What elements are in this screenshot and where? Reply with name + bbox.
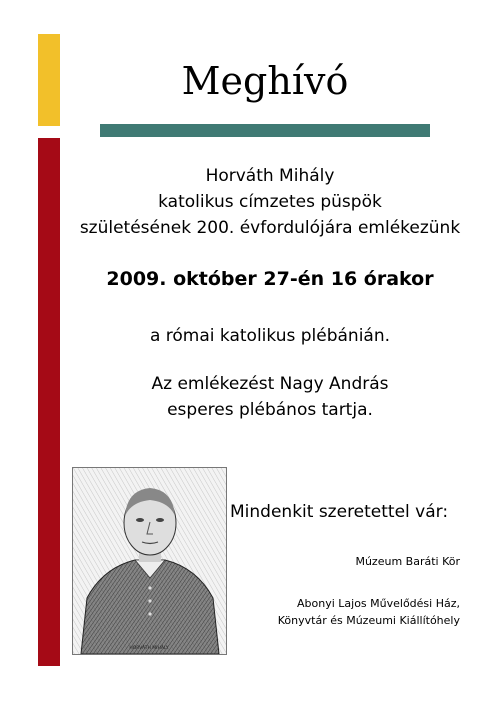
organizer-cultural-house: Abonyi Lajos Művelődési Ház, [297, 597, 460, 610]
invitation-title: Meghívó [181, 59, 349, 103]
red-accent-bar [38, 138, 60, 666]
organizer-library-museum: Könyvtár és Múzeumi Kiállítóhely [277, 614, 460, 627]
honoree-name: Horváth Mihály [205, 166, 335, 186]
event-location: a római katolikus plébánián. [149, 326, 391, 346]
welcome-line: Mindenkit szeretettel vár: [230, 502, 449, 522]
yellow-accent-bar [38, 34, 60, 126]
honoree-title: katolikus címzetes püspök [158, 192, 382, 212]
organizer-museum-friends: Múzeum Baráti Kör [355, 555, 460, 568]
speaker-role-line: esperes plébános tartja. [167, 400, 373, 420]
anniversary-line: születésének 200. évfordulójára emlékezünk [79, 218, 461, 238]
portrait-engraving [72, 467, 227, 655]
bishop-portrait-image [73, 468, 226, 654]
event-date: 2009. október 27-én 16 órakor [106, 268, 434, 290]
speaker-line: Az emlékezést Nagy András [151, 374, 389, 394]
portrait-caption: HORVÁTH MIHÁLY [129, 646, 169, 651]
title-underline-bar [100, 124, 430, 137]
